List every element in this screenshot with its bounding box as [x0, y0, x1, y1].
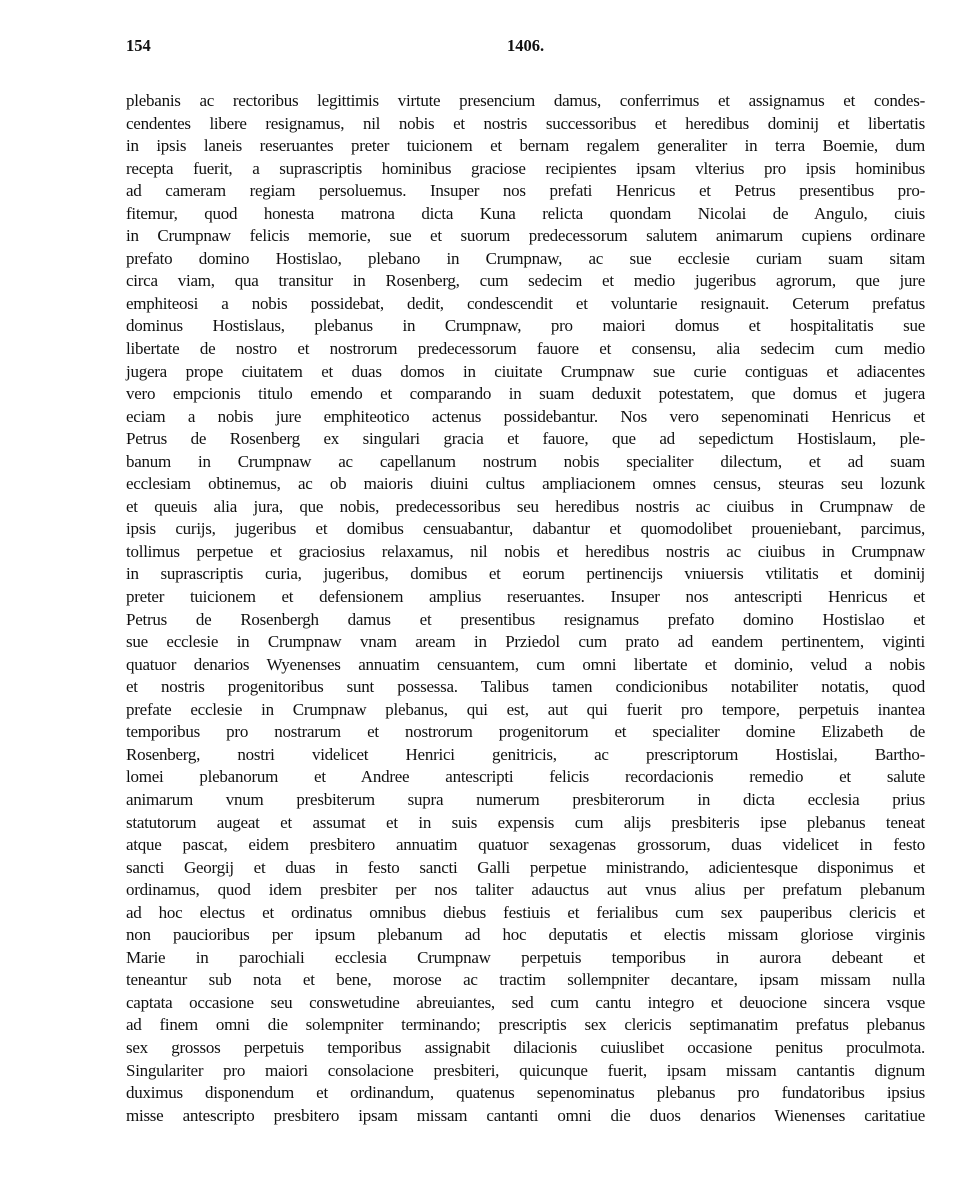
text-line: sancti Georgij et duas in festo sancti Galli perpetue ministrando, adicientesque disponimus et: [126, 857, 925, 877]
text-line: ad finem omni die solempniter terminando; prescriptis sex clericis septimanatim prefatus plebanus: [126, 1015, 925, 1035]
text-line: circa viam, qua transitur in Rosenberg, cum sedecim et medio jugeribus agrorum, que jure: [126, 271, 925, 291]
text-line: misse antescripto presbitero ipsam missam cantanti omni die duos denarios Wienenses caritatiue: [126, 1105, 925, 1125]
text-line: Petrus de Rosenbergh damus et presentibus resignamus prefato domino Hostislao et: [126, 609, 925, 629]
text-line: ad hoc electus et ordinatus omnibus diebus festiuis et ferialibus cum sex pauperibus clericis et: [126, 902, 925, 922]
text-line: statutorum augeat et assumat et in suis expensis cum alijs presbiteris ipse plebanus teneat: [126, 812, 925, 832]
text-line: emphiteosi a nobis possidebat, dedit, condescendit et voluntarie resignauit. Ceterum prefatus: [126, 293, 925, 313]
text-line: Petrus de Rosenberg ex singulari gracia et fauore, que ad sepedictum Hostislaum, ple-: [126, 429, 925, 449]
text-line: Rosenberg, nostri videlicet Henrici genitricis, ac prescriptorum Hostislai, Bartho-: [126, 744, 925, 764]
text-line: in Crumpnaw felicis memorie, sue et suorum predecessorum salutem animarum cupiens ordinare: [126, 226, 925, 246]
text-line: libertate de nostro et nostrorum predecessorum fauore et consensu, alia sedecim cum medio: [126, 339, 925, 359]
text-line: ecclesiam obtinemus, ac ob maioris diuini cultus ampliacionem omnes census, steuras seu lozunk: [126, 474, 925, 494]
text-line: plebanis ac rectoribus legittimis virtute presencium damus, conferrimus et assignamus et condes-: [126, 91, 925, 110]
body-text: [126, 90, 925, 1127]
text-line: temporibus pro nostrarum et nostrorum progenitorum et specialiter domine Elizabeth de: [126, 722, 925, 742]
text-line: banum in Crumpnaw ac capellanum nostrum nobis specialiter dilectum, et ad suam: [126, 451, 925, 471]
text-line: atque pascat, eidem presbitero annuatim quatuor sexagenas grossorum, duas videlicet in festo: [126, 835, 925, 855]
text-line: duximus disponendum et ordinandum, quatenus sepenominatus plebanus pro fundatoribus ipsius: [126, 1083, 925, 1103]
text-line: ad cameram regiam persoluemus. Insuper nos prefati Henricus et Petrus presentibus pro-: [126, 181, 925, 201]
text-line: lomei plebanorum et Andree antescripti felicis recordacionis remedio et salute: [126, 767, 925, 787]
text-line: recepta fuerit, a suprascriptis hominibus graciose recipientes ipsam vlterius pro ipsis hominibus: [126, 158, 925, 178]
text-line: tollimus perpetue et graciosius relaxamus, nil nobis et heredibus nostris ac ciuibus in Crumpnaw: [126, 541, 925, 561]
text-line: jugera prope ciuitatem et duas domos in ciuitate Crumpnaw sue curie contiguas et adiacentes: [126, 361, 925, 381]
page-header: [126, 34, 925, 58]
text-line: sue ecclesie in Crumpnaw vnam aream in Prziedol cum prato ad eandem pertinentem, viginti: [126, 632, 925, 652]
text-line: eciam a nobis jure emphiteotico actenus possidebantur. Nos vero sepenominati Henricus et: [126, 406, 925, 426]
text-line: et nostris progenitoribus sunt possessa. Talibus tamen condicionibus notabiliter notatis, quod: [126, 677, 925, 697]
text-line: in ipsis laneis reseruantes preter tuicionem et bernam regalem generaliter in terra Boemie, dum: [126, 136, 925, 156]
text-line: cendentes libere resignamus, nil nobis et nostris successoribus et heredibus dominij et libertatis: [126, 113, 925, 133]
text-line: ipsis curijs, jugeribus et domibus censuabantur, dabantur et quomodolibet proueniebant, parcimus,: [126, 519, 925, 539]
text-line: Marie in parochiali ecclesia Crumpnaw perpetuis temporibus in aurora debeant et: [126, 947, 925, 967]
text-line: prefato domino Hostislao, plebano in Crumpnaw, ac sue ecclesie curiam suam sitam: [126, 248, 925, 268]
text-line: animarum vnum presbiterum supra numerum presbiterorum in dicta ecclesia prius: [126, 789, 925, 809]
text-line: Singulariter pro maiori consolacione presbiteri, quicunque fuerit, ipsam missam cantantis dignum: [126, 1060, 925, 1080]
running-head-year: 1406.: [506, 36, 545, 55]
text-line: captata occasione seu conswetudine abreuiantes, sed cum cantu integro et deuocione sincera vsque: [126, 992, 925, 1012]
text-line: teneantur sub nota et bene, morose ac tractim sollempniter decantare, ipsam missam nulla: [126, 970, 925, 990]
page-number: 154: [126, 36, 151, 55]
text-line: non paucioribus per ipsum plebanum ad hoc deputatis et electis missam gloriose virginis: [126, 925, 925, 945]
text-line: preter tuicionem et defensionem amplius reseruantes. Insuper nos antescripti Henricus et: [126, 587, 925, 607]
text-line: in suprascriptis curia, jugeribus, domibus et eorum pertinencijs vniuersis vtilitatis et dominij: [126, 564, 925, 584]
text-line: prefate ecclesie in Crumpnaw plebanus, qui est, aut qui fuerit pro tempore, perpetuis inantea: [126, 699, 925, 719]
text-line: fitemur, quod honesta matrona dicta Kuna relicta quondam Nicolai de Angulo, ciuis: [126, 203, 925, 223]
text-line: quatuor denarios Wyenenses annuatim censuantem, cum omni libertate et dominio, velud a nobis: [126, 654, 925, 674]
text-line: et queuis alia jura, que nobis, predecessoribus seu heredibus nostris ac ciuibus in Crumpnaw de: [126, 496, 925, 516]
text-line: ordinamus, quod idem presbiter per nos taliter adauctus aut vnus alius per prefatum plebanum: [126, 880, 925, 900]
text-line: dominus Hostislaus, plebanus in Crumpnaw, pro maiori domus et hospitalitatis sue: [126, 316, 925, 336]
text-line: sex grossos perpetuis temporibus assignabit dilacionis cuiuslibet occasione penitus proculmota.: [126, 1037, 925, 1057]
text-line: vero empcionis titulo emendo et comparando in suam deduxit potestatem, que domus et jugera: [126, 384, 925, 404]
